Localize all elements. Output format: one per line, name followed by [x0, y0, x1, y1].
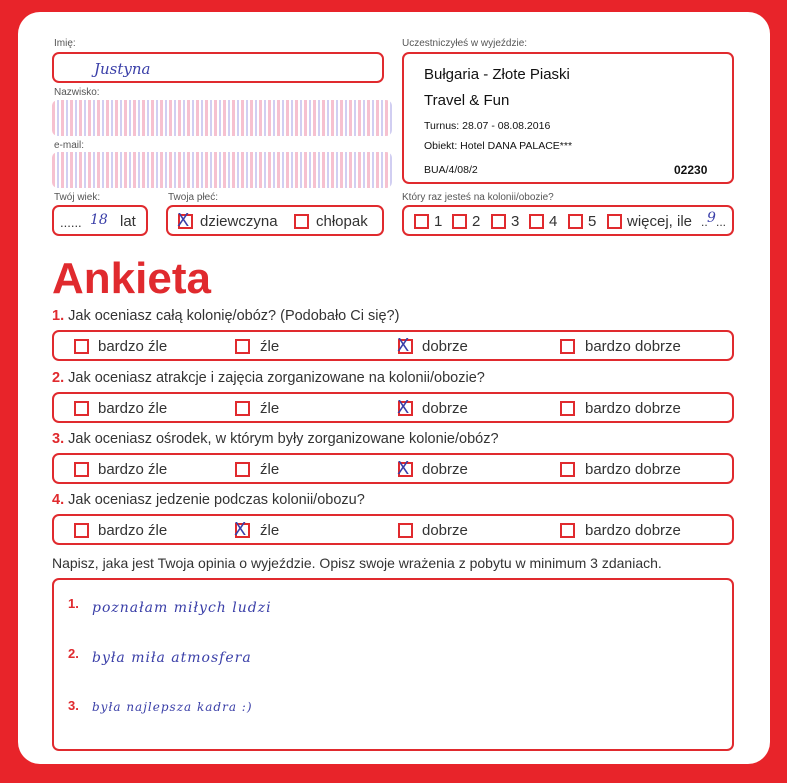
question-3-number: 3.: [52, 431, 65, 447]
times-1-label: 1: [434, 213, 443, 230]
name-field[interactable]: [52, 52, 384, 83]
q1-option-2-checkbox[interactable]: [235, 339, 250, 354]
question-2-number: 2.: [52, 370, 65, 386]
q3-option-1-checkbox[interactable]: [74, 462, 89, 477]
age-value: 18: [90, 212, 108, 228]
times-more-value: 9: [707, 210, 716, 226]
question-3-text: Jak oceniasz ośrodek, w którym były zorganizowane kolonie/obóz?: [68, 431, 499, 447]
question-4: [52, 492, 365, 508]
times-more-checkbox[interactable]: [607, 214, 622, 229]
opinion-line-3-number: 3.: [68, 698, 79, 713]
q2-option-3-mark: X: [397, 397, 410, 418]
age-unit: lat: [120, 213, 136, 230]
question-2-answers: [52, 392, 734, 423]
trip-turnus: Turnus: 28.07 - 08.08.2016: [424, 120, 551, 132]
gender-field: [166, 205, 384, 236]
gender-female-label: dziewczyna: [200, 213, 278, 230]
q4-option-1-checkbox[interactable]: [74, 523, 89, 538]
times-2-label: 2: [472, 213, 481, 230]
q3-option-2-label: źle: [260, 461, 280, 478]
q1-option-1-checkbox[interactable]: [74, 339, 89, 354]
times-4-checkbox[interactable]: [529, 214, 544, 229]
email-redacted: [52, 152, 392, 188]
question-1-text: Jak oceniasz całą kolonię/obóz? (Podobało Ci się?): [68, 308, 400, 324]
times-4-label: 4: [549, 213, 558, 230]
q3-option-3-label: dobrze: [422, 461, 468, 478]
q3-option-3-mark: X: [397, 458, 410, 479]
name-label: Imię:: [54, 38, 76, 49]
times-1-checkbox[interactable]: [414, 214, 429, 229]
question-2-text: Jak oceniasz atrakcje i zajęcia zorganizowane na kolonii/obozie?: [68, 370, 485, 386]
question-4-number: 4.: [52, 492, 65, 508]
q1-option-3-label: dobrze: [422, 338, 468, 355]
opinion-textarea[interactable]: [52, 578, 734, 751]
trip-company: Travel & Fun: [424, 92, 510, 109]
question-4-answers: [52, 514, 734, 545]
q4-option-2-label: źle: [260, 522, 280, 539]
question-2: [52, 370, 485, 386]
survey-title: Ankieta: [52, 254, 211, 303]
question-1-number: 1.: [52, 308, 65, 324]
gender-male-checkbox[interactable]: [294, 214, 309, 229]
q1-option-3-mark: X: [397, 335, 410, 356]
opinion-line-3-text: była najlepsza kadra :): [92, 700, 253, 714]
q4-option-3-checkbox[interactable]: [398, 523, 413, 538]
q2-option-1-checkbox[interactable]: [74, 401, 89, 416]
gender-female-checkbox[interactable]: [177, 210, 193, 231]
times-3-label: 3: [511, 213, 520, 230]
gender-male-label: chłopak: [316, 213, 368, 230]
q1-option-4-label: bardzo dobrze: [585, 338, 681, 355]
q3-option-4-label: bardzo dobrze: [585, 461, 681, 478]
times-5-label: 5: [588, 213, 597, 230]
q2-option-2-label: źle: [260, 400, 280, 417]
q1-option-4-checkbox[interactable]: [560, 339, 575, 354]
trip-number: 02230: [674, 163, 708, 177]
question-4-text: Jak oceniasz jedzenie podczas kolonii/obozu?: [68, 492, 365, 508]
q2-option-4-label: bardzo dobrze: [585, 400, 681, 417]
trip-object: Obiekt: Hotel DANA PALACE***: [424, 140, 573, 152]
opinion-line-1-number: 1.: [68, 596, 79, 611]
times-label: Który raz jesteś na kolonii/obozie?: [402, 192, 554, 203]
times-more-dots-after: ...: [716, 215, 727, 229]
trip-code: BUA/4/08/2: [424, 164, 478, 176]
times-field: [402, 205, 734, 236]
times-more-label: więcej, ile: [627, 213, 693, 230]
name-value: Justyna: [94, 60, 151, 78]
question-1-answers: [52, 330, 734, 361]
question-1: [52, 308, 399, 324]
q3-option-3-checkbox[interactable]: [397, 458, 413, 479]
q1-option-3-checkbox[interactable]: [397, 335, 413, 356]
q1-option-1-label: bardzo źle: [98, 338, 168, 355]
age-dots: ......: [60, 215, 82, 230]
q2-option-4-checkbox[interactable]: [560, 401, 575, 416]
trip-destination: Bułgaria - Złote Piaski: [424, 66, 570, 83]
q1-option-2-label: źle: [260, 338, 280, 355]
times-3-checkbox[interactable]: [491, 214, 506, 229]
gender-label: Twoja płeć:: [168, 192, 219, 203]
opinion-prompt: Napisz, jaka jest Twoja opinia o wyjeździe. Opisz swoje wrażenia z pobytu w minimum 3 zdaniach.: [52, 555, 662, 571]
q4-option-1-label: bardzo źle: [98, 522, 168, 539]
times-5-checkbox[interactable]: [568, 214, 583, 229]
q2-option-2-checkbox[interactable]: [235, 401, 250, 416]
q4-option-3-label: dobrze: [422, 522, 468, 539]
age-field[interactable]: [52, 205, 148, 236]
survey-sheet: [18, 12, 770, 764]
q2-option-3-checkbox[interactable]: [397, 397, 413, 418]
q4-option-4-label: bardzo dobrze: [585, 522, 681, 539]
times-2-checkbox[interactable]: [452, 214, 467, 229]
age-label: Twój wiek:: [54, 192, 101, 203]
q3-option-2-checkbox[interactable]: [235, 462, 250, 477]
q4-option-2-checkbox[interactable]: [234, 519, 250, 540]
question-3-answers: [52, 453, 734, 484]
opinion-line-1-text: poznałam miłych ludzi: [92, 600, 272, 616]
surname-label: Nazwisko:: [54, 87, 100, 98]
opinion-line-2-text: była miła atmosfera: [92, 650, 252, 666]
surname-redacted: [52, 100, 392, 136]
q2-option-3-label: dobrze: [422, 400, 468, 417]
trip-label: Uczestniczyłeś w wyjeździe:: [402, 38, 528, 49]
gender-female-mark: X: [177, 210, 190, 231]
trip-box: [402, 52, 734, 184]
question-3: [52, 431, 499, 447]
q3-option-4-checkbox[interactable]: [560, 462, 575, 477]
email-label: e-mail:: [54, 140, 85, 151]
opinion-line-2-number: 2.: [68, 646, 79, 661]
times-more-dots: ..: [701, 215, 708, 229]
q4-option-2-mark: X: [234, 519, 247, 540]
q4-option-4-checkbox[interactable]: [560, 523, 575, 538]
q2-option-1-label: bardzo źle: [98, 400, 168, 417]
q3-option-1-label: bardzo źle: [98, 461, 168, 478]
